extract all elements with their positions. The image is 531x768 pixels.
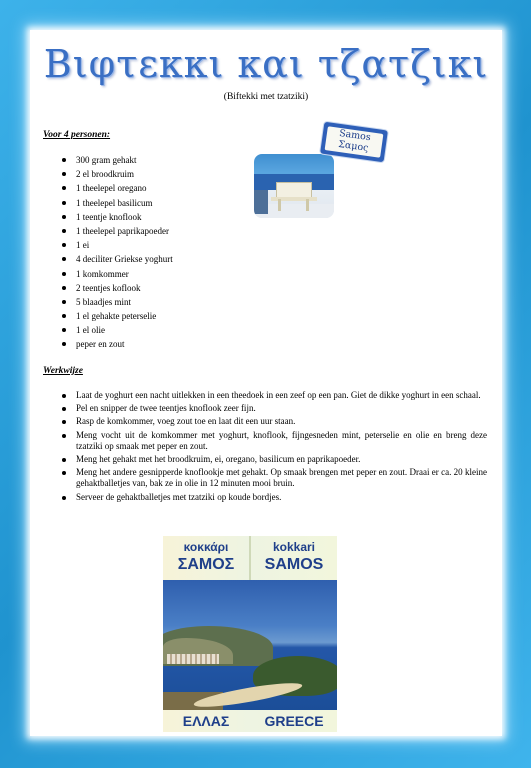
method-heading: Werkwijze (43, 366, 83, 376)
postcard-latin-town: kokkari (272, 540, 316, 554)
list-item: Laat de yoghurt een nacht uitlekken in een theedoek in een zeef op een pan. Giet de dikke yoghurt in een schaal. (62, 390, 487, 401)
samos-sign-greek: Σαμος (337, 138, 370, 155)
list-item: 1 komkommer (62, 267, 173, 281)
recipe-subtitle: (Biftekki met tzatziki) (223, 92, 309, 102)
list-item: 1 theelepel basilicum (62, 196, 173, 210)
list-item: Meng het andere gesnipperde knoflookje met gehakt. Op smaak brengen met peper en zout. Draai er ca. 20 kleine gehaktballetjes van, bak ze in olie in 12 minuten mooi bruin. (62, 467, 487, 489)
list-item: 2 el broodkruim (62, 167, 173, 181)
list-item: 1 el olie (62, 323, 173, 337)
list-item: 4 deciliter Griekse yoghurt (62, 252, 173, 266)
postcard-latin-country: GREECE (264, 713, 324, 729)
list-item: 1 theelepel oregano (62, 181, 173, 195)
list-item: 1 theelepel paprikapoeder (62, 224, 173, 238)
samos-bench-photo (254, 154, 334, 218)
postcard-greek-town: κοκκάρι (183, 540, 229, 554)
list-item: 1 ei (62, 238, 173, 252)
list-item: Meng vocht uit de komkommer met yoghurt, knoflook, fijngesneden mint, peterselie en olie en breng deze tzatziki op smaak met peper en zout. (62, 430, 487, 452)
list-item: 300 gram gehakt (62, 153, 173, 167)
list-item: Meng het gehakt met het broodkruim, ei, oregano, basilicum en paprikapoeder. (62, 454, 487, 465)
list-item: Serveer de gehaktballetjes met tzatziki op koude bordjes. (62, 492, 487, 503)
postcard-greek-island: ΣΑΜΟΣ (177, 556, 235, 573)
list-item: 1 el gehakte peterselie (62, 309, 173, 323)
list-item: 5 blaadjes mint (62, 295, 173, 309)
method-steps (62, 390, 487, 505)
list-item: peper en zout (62, 337, 173, 351)
list-item: 2 teentjes koflook (62, 281, 173, 295)
recipe-title: Βιφτεκκι και τζατζικι (43, 42, 489, 86)
samos-sign-latin: Samos (338, 127, 372, 144)
list-item: Rasp de komkommer, voeg zout toe en laat dit een uur staan. (62, 416, 487, 427)
kokkari-bay-photo (163, 580, 337, 710)
postcard-latin-island: SAMOS (264, 556, 324, 573)
postcard-greek-country: ΕΛΛΑΣ (182, 713, 230, 729)
list-item: 1 teentje knoflook (62, 210, 173, 224)
kokkari-postcard (163, 536, 337, 732)
ingredients-list (62, 153, 173, 352)
recipe-page (30, 30, 502, 736)
list-item: Pel en snipper de twee teentjes knoflook zeer fijn. (62, 403, 487, 414)
ingredients-heading: Voor 4 personen: (43, 130, 111, 140)
